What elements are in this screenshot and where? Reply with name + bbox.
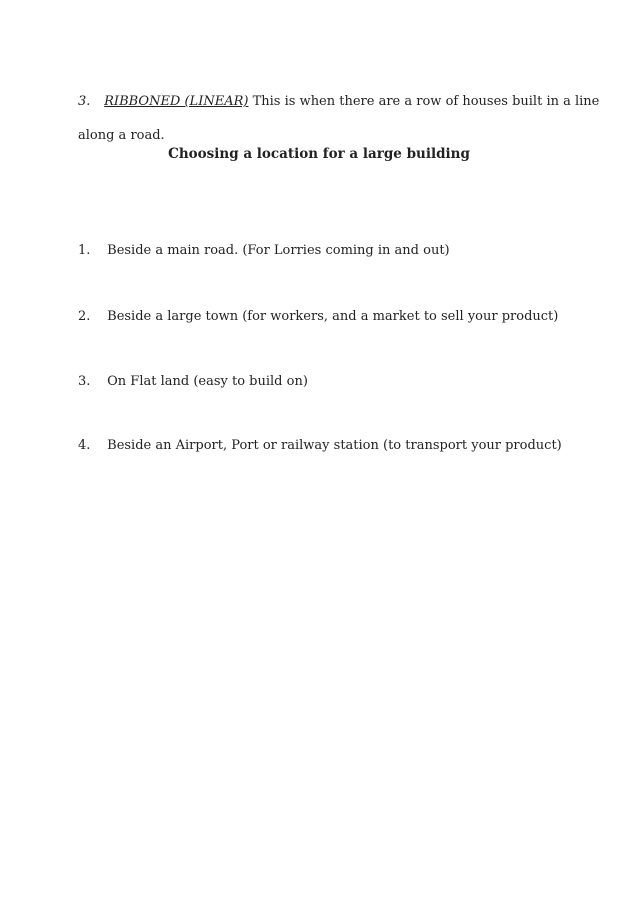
ribboned-definition-continuation [78,128,165,143]
ribboned-text-continued: along a road. [78,128,165,143]
list-item [78,243,450,258]
list-item-text: Beside an Airport, Port or railway station (to transport your product) [107,438,562,453]
list-item-text: Beside a main road. (For Lorries coming in and out) [107,243,450,258]
ribboned-number: 3. [78,94,91,109]
list-item-text: Beside a large town (for workers, and a market to sell your product) [107,309,559,324]
list-item-number: 1. [78,243,91,258]
ribboned-definition-line [78,94,599,109]
list-item-number: 4. [78,438,91,453]
list-item [78,374,308,389]
list-item [78,438,562,453]
ribboned-text: This is when there are a row of houses built in a line [252,94,600,109]
list-item-text: On Flat land (easy to build on) [107,374,308,389]
list-item [78,309,558,324]
list-item-number: 2. [78,309,91,324]
ribboned-term: RIBBONED (LINEAR) [104,94,249,109]
list-item-number: 3. [78,374,91,389]
section-heading: Choosing a location for a large building [168,146,470,162]
